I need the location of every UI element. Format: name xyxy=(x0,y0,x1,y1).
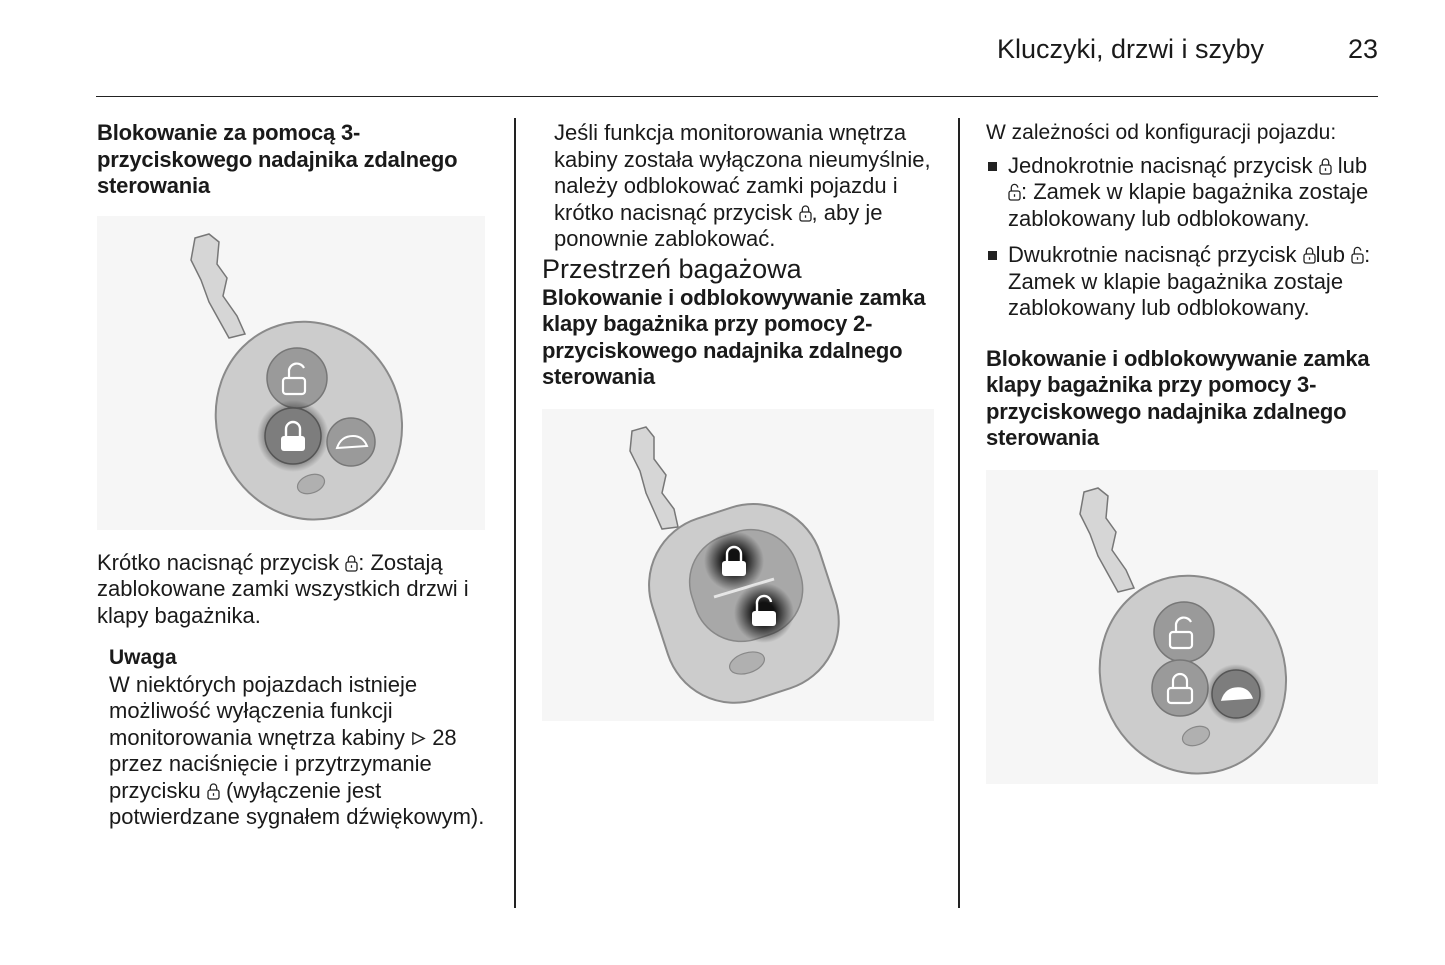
text: , aby je ponownie zablokować. xyxy=(554,199,883,251)
column-1 xyxy=(97,120,497,831)
text: Jeśli funkcja monitorowania wnętrza kabiny została wyłączona nieumyślnie, należy odblokować zamki pojazdu i krótko nacisnąć przycisk xyxy=(554,120,931,225)
list-item xyxy=(986,153,1381,233)
text: : Zamek w klapie bagażnika zostaje zablokowany lub odblokowany. xyxy=(1008,179,1369,231)
chapter-title: Kluczyki, drzwi i szyby xyxy=(996,34,1264,64)
text: Jednokrotnie nacisnąć przycisk xyxy=(1008,152,1313,178)
lock-icon xyxy=(345,554,358,572)
section-subheading: Blokowanie za pomocą 3-przyciskowego nadajnika zdalnego sterowania xyxy=(97,120,458,198)
unlock-icon xyxy=(1351,246,1364,264)
text: : Zamek w klapie bagażnika zostaje zablokowany lub odblokowany. xyxy=(1008,242,1371,320)
paragraph xyxy=(542,120,937,253)
section-title: Przestrzeń bagażowa xyxy=(542,253,802,284)
key-fob-3-button-figure xyxy=(986,470,1378,784)
column-3 xyxy=(986,120,1381,784)
page-header xyxy=(96,30,1378,97)
note-box xyxy=(97,645,497,831)
note-text xyxy=(109,672,497,831)
key-fob-3-button-figure xyxy=(97,216,485,530)
bullet-list xyxy=(986,153,1381,322)
lock-icon xyxy=(1303,246,1316,264)
page-number: 23 xyxy=(1347,34,1378,64)
text: W niektórych pojazdach istnieje możliwość wyłączenia funkcji monitorowania wnętrza kabiny xyxy=(109,671,418,750)
key-fob-icon xyxy=(986,470,1378,784)
note-title: Uwaga xyxy=(109,646,177,669)
page-reference[interactable]: 28 xyxy=(432,724,457,750)
text: (wyłączenie jest potwierdzane sygnałem dźwiękowym). xyxy=(109,777,485,829)
paragraph xyxy=(97,550,497,630)
key-fob-2-button-figure xyxy=(542,409,934,721)
section-subheading: Blokowanie i odblokowywanie zamka klapy bagażnika przy pomocy 2-przyciskowego nadajnika zdalnego sterowania xyxy=(542,284,926,389)
column-2 xyxy=(542,120,937,721)
key-fob-icon xyxy=(97,216,485,530)
lock-icon xyxy=(207,782,220,800)
text: przez naciśnięcie i przytrzymanie przycisku xyxy=(109,751,432,803)
column-divider xyxy=(958,118,960,908)
reference-arrow-icon xyxy=(411,731,426,746)
unlock-icon xyxy=(1008,183,1021,201)
text: Krótko nacisnąć przycisk xyxy=(97,549,340,575)
intro-text: W zależności od konfiguracji pojazdu: xyxy=(986,121,1337,144)
list-item xyxy=(986,242,1381,322)
text: : Zostają zablokowane zamki wszystkich drzwi i klapy bagażnika. xyxy=(97,549,469,628)
text: lub xyxy=(1337,152,1368,178)
key-fob-icon xyxy=(542,409,934,721)
lock-icon xyxy=(799,204,812,222)
column-divider xyxy=(514,118,516,908)
text: Dwukrotnie nacisnąć przycisk xyxy=(1008,242,1297,267)
section-subheading: Blokowanie i odblokowywanie zamka klapy bagażnika przy pomocy 3-przyciskowego nadajnika zdalnego sterowania xyxy=(986,345,1370,450)
text: lub xyxy=(1315,242,1346,267)
lock-icon xyxy=(1319,157,1332,175)
